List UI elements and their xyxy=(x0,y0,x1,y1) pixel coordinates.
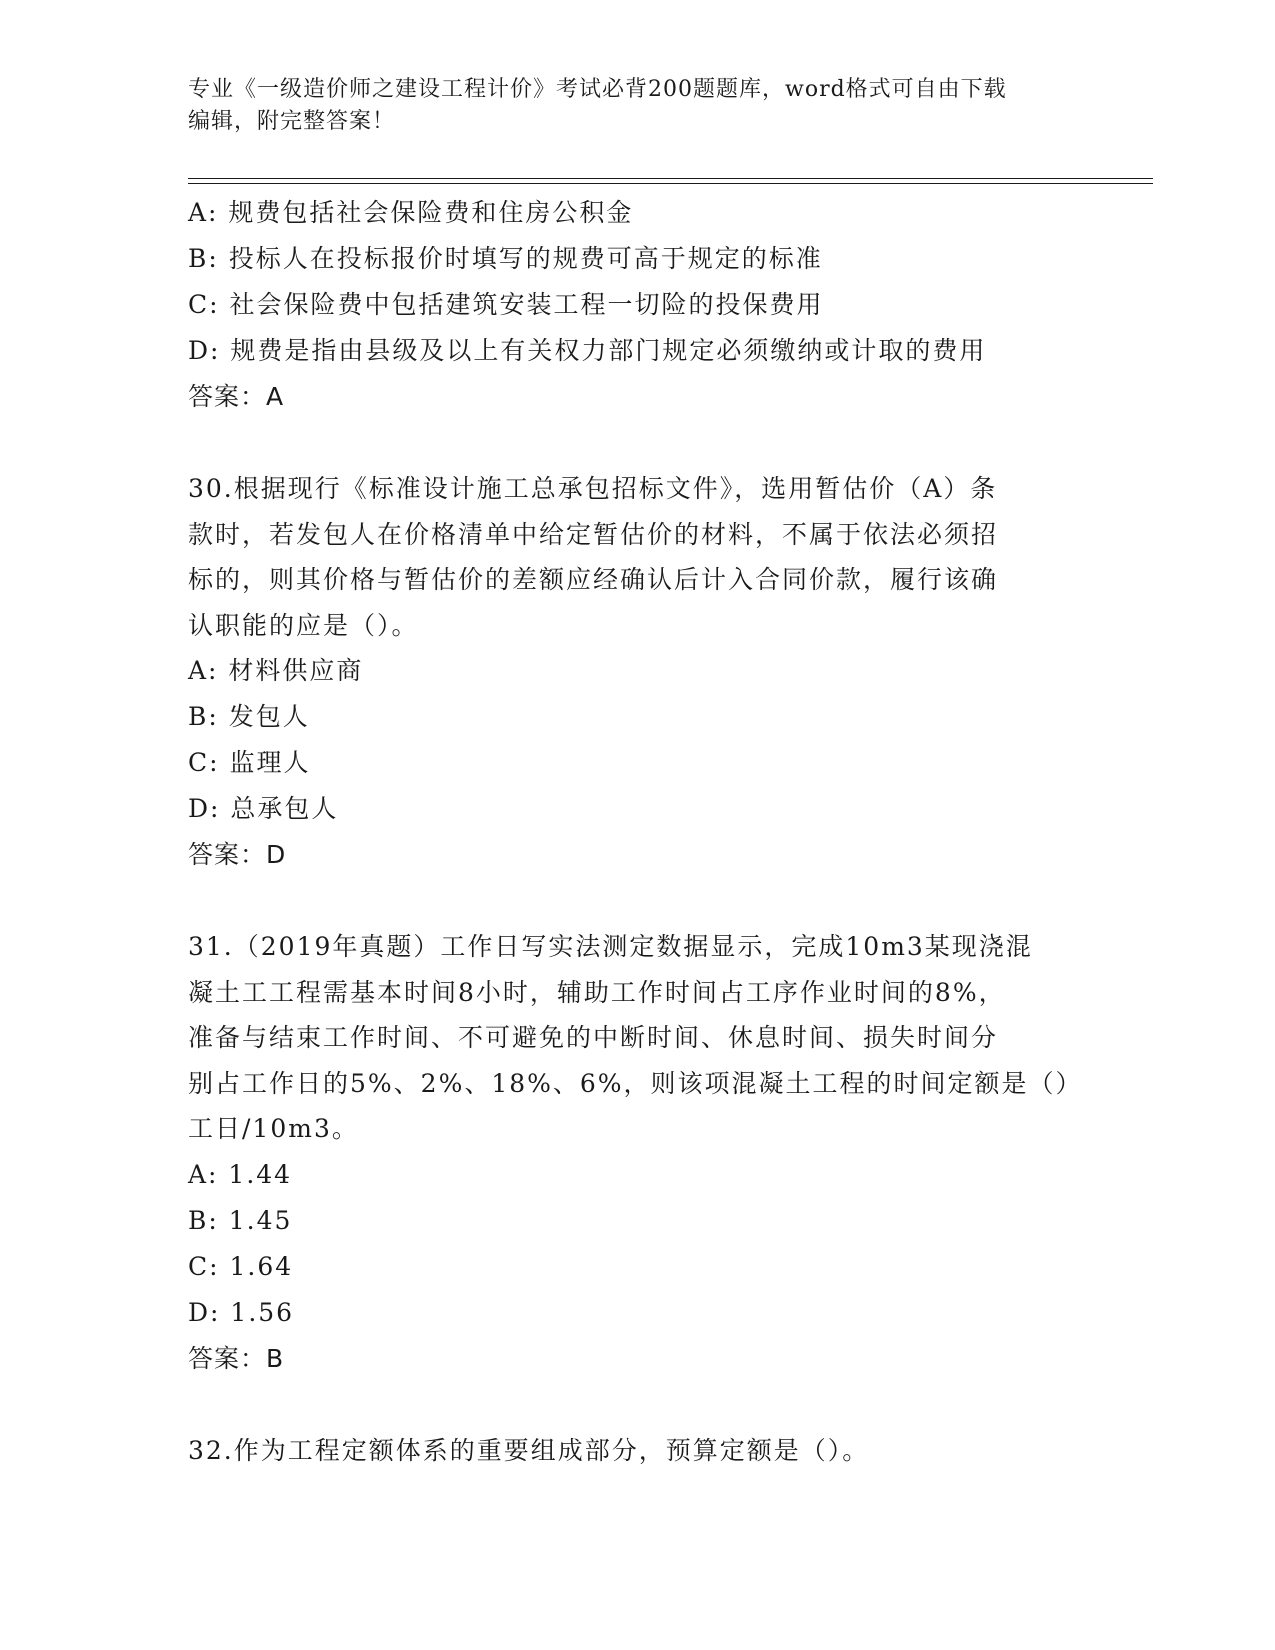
option-a: A: 材料供应商 xyxy=(188,656,364,685)
question-31-line: 31.（2019年真题）工作日写实法测定数据显示，完成10m3某现浇混 xyxy=(188,932,1033,961)
option-b: B: 1.45 xyxy=(188,1205,293,1235)
option-d: D: 总承包人 xyxy=(188,794,339,823)
option-b: B: 发包人 xyxy=(188,702,310,731)
question-30-line: 认职能的应是（）。 xyxy=(188,610,419,640)
question-content xyxy=(188,190,1083,1473)
answer-31: 答案：B xyxy=(188,1343,285,1373)
question-30-line: 款时，若发包人在价格清单中给定暂估价的材料，不属于依法必须招 xyxy=(188,519,999,549)
header-divider-top xyxy=(188,178,1153,179)
question-31-line: 工日/10m3。 xyxy=(188,1114,359,1143)
answer-29: 答案：A xyxy=(188,382,285,411)
option-c: C: 1.64 xyxy=(188,1251,294,1281)
question-32-line: 32.作为工程定额体系的重要组成部分，预算定额是（）。 xyxy=(188,1435,870,1465)
question-30-line: 30.根据现行《标准设计施工总承包招标文件》，选用暂估价（A）条 xyxy=(188,474,998,503)
question-31-line: 别占工作日的5%、2%、18%、6%，则该项混凝土工程的时间定额是（） xyxy=(188,1068,1083,1098)
option-a: A: 1.44 xyxy=(188,1159,293,1189)
header-line-1: 专业《一级造价师之建设工程计价》考试必背200题题库，word格式可自由下载 xyxy=(188,77,1007,102)
option-c: C: 监理人 xyxy=(188,748,311,777)
option-c: C: 社会保险费中包括建筑安装工程一切险的投保费用 xyxy=(188,290,824,319)
header-line-2: 编辑，附完整答案！ xyxy=(188,109,396,134)
question-29 xyxy=(188,190,1068,420)
question-31-line: 准备与结束工作时间、不可避免的中断时间、休息时间、损失时间分 xyxy=(188,1023,999,1052)
option-b: B: 投标人在投标报价时填写的规费可高于规定的标准 xyxy=(188,244,823,273)
question-31 xyxy=(188,924,1083,1382)
option-a: A: 规费包括社会保险费和住房公积金 xyxy=(188,198,634,227)
document-header xyxy=(188,74,1088,138)
option-d: D: 规费是指由县级及以上有关权力部门规定必须缴纳或计取的费用 xyxy=(188,336,987,365)
option-d: D: 1.56 xyxy=(188,1297,295,1327)
answer-30: 答案：D xyxy=(188,840,287,869)
question-31-line: 凝土工工程需基本时间8小时，辅助工作时间占工序作业时间的8%， xyxy=(188,977,1006,1007)
question-32 xyxy=(188,1428,1068,1474)
header-divider-bottom xyxy=(188,183,1153,184)
question-30-line: 标的，则其价格与暂估价的差额应经确认后计入合同价款，履行该确 xyxy=(188,565,999,594)
question-30 xyxy=(188,466,1068,878)
